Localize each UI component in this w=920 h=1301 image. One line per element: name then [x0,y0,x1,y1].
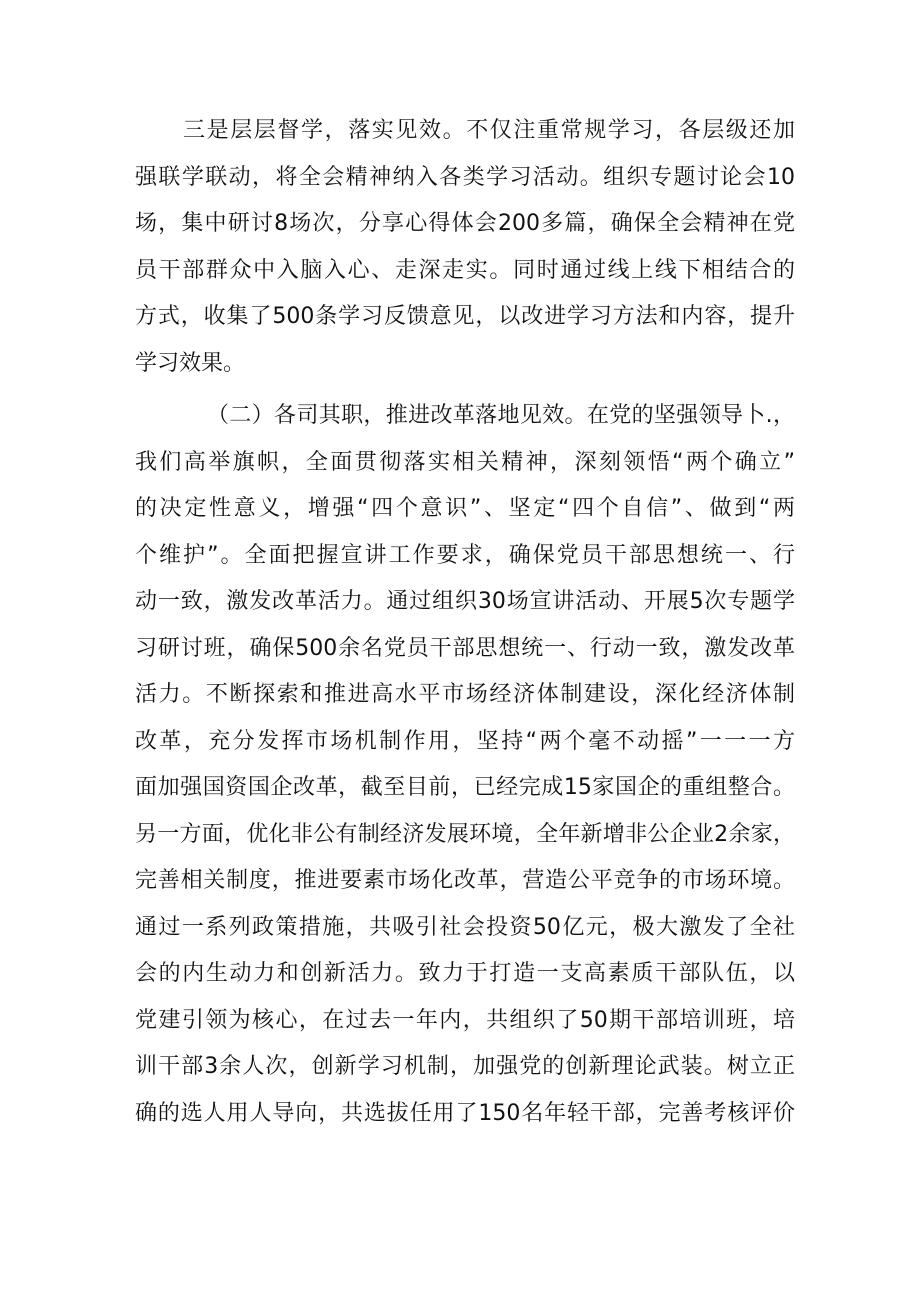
text-line: 训干部3余人次，创新学习机制，加强党的创新理论武装。树立正 [135,1054,795,1079]
text-line: 我们高举旗帜，全面贯彻落实相关精神，深刻领悟“两个确立” [135,449,795,475]
text-line: 面加强国资国企改革，截至目前，已经完成15家国企的重组整合。 [135,775,795,800]
text-line: 会的内生动力和创新活力。致力于打造一支高素质干部队伍，以 [135,961,795,986]
paragraph-study-supervision [135,108,795,387]
text-line: 改革，充分发挥市场机制作用，坚持“两个毫不动摇”一一一方 [135,728,795,754]
text-line: 另一方面，优化非公有制经济发展环境，全年新增非公企业2余家， [135,821,795,847]
paragraph-reform-implementation [135,393,795,1137]
text-line: 完善相关制度，推进要素市场化改革，营造公平竞争的市场环境。 [135,868,795,893]
document-body [135,108,795,1137]
text-line: 员干部群众中入脑入心、走深走实。同时通过线上线下相结合的 [135,257,795,283]
text-line: 习研讨班，确保500余名党员干部思想统一、行动一致，激发改革 [135,635,795,661]
text-line: 学习效果。 [135,350,246,376]
text-line: 通过一系列政策措施，共吸引社会投资50亿元，极大激发了全社 [135,914,795,940]
text-line: 场，集中研讨8场次，分享心得体会200多篇，确保全会精神在党 [135,211,795,236]
text-line: 党建引领为核心，在过去一年内，共组织了50期干部培训班，培 [135,1007,795,1033]
text-line: 动一致，激发改革活力。通过组织30场宣讲活动、开展5次专题学 [135,589,795,614]
text-line: 三是层层督学，落实见效。不仅注重常规学习，各层级还加 [183,118,795,143]
text-line: 确的选人用人导向，共选拔任用了150名年轻干部，完善考核评价 [135,1100,795,1126]
text-line: 活力。不断探索和推进高水平市场经济体制建设，深化经济体制 [135,682,795,707]
text-line: 强联学联动，将全会精神纳入各类学习活动。组织专题讨论会10 [135,164,795,190]
text-line: 的决定性意义，增强“四个意识”、坚定“四个自信”、做到“两 [135,496,795,521]
text-line: 个维护”。全面把握宣讲工作要求，确保党员干部思想统一、行 [135,542,795,568]
text-line: 方式，收集了500条学习反馈意见，以改进学习方法和内容，提升 [135,304,795,329]
section-heading-line: （二）各司其职，推进改革落地见效。在党的坚强领导卜.， [207,403,795,428]
